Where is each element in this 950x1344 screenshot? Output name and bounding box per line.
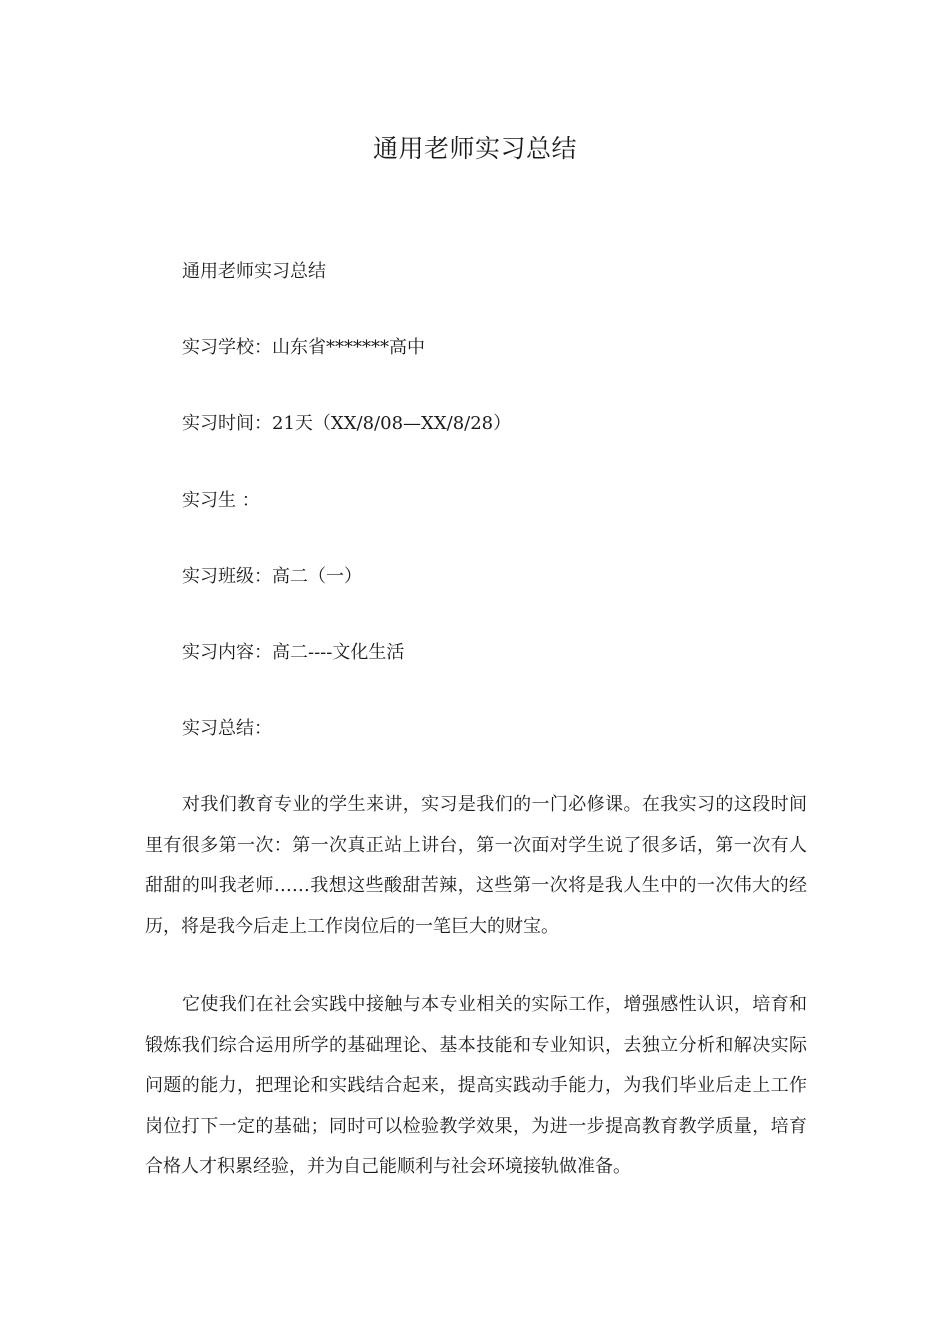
internship-content: 实习内容：高二----文化生活 bbox=[182, 642, 405, 663]
internship-time: 实习时间：21天（XX/8/08—XX/8/28） bbox=[182, 413, 512, 434]
internship-class: 实习班级：高二（一） bbox=[182, 566, 362, 587]
document-subtitle: 通用老师实习总结 bbox=[182, 261, 326, 282]
body-paragraph: 它使我们在社会实践中接触与本专业相关的实际工作，增强感性认识，培育和锻炼我们综合运用所学的基础理论、基本技能和专业知识，去独立分析和解决实际问题的能力，把理论和实践结合起来，提高实践动手能力，为我们毕业后走上工作岗位打下一定的基础；同时可以检验教学效果，为进一步提高教育教学质量，培育合格人才积累经验，并为自己能顺利与社会环境接轨做准备。 bbox=[145, 994, 807, 1177]
internship-summary-label: 实习总结： bbox=[182, 718, 272, 739]
document-title: 通用老师实习总结 bbox=[372, 134, 577, 163]
internship-school: 实习学校：山东省*******高中 bbox=[182, 337, 425, 358]
body-paragraph: 对我们教育专业的学生来讲，实习是我们的一门必修课。在我实习的这段时间里有很多第一次：第一次真正站上讲台，第一次面对学生说了很多话，第一次有人甜甜的叫我老师……我想这些酸甜苦辣，这些第一次将是我人生中的一次伟大的经历，将是我今后走上工作岗位后的一笔巨大的财宝。 bbox=[145, 794, 807, 937]
internship-student: 实习生 ： bbox=[182, 490, 260, 511]
